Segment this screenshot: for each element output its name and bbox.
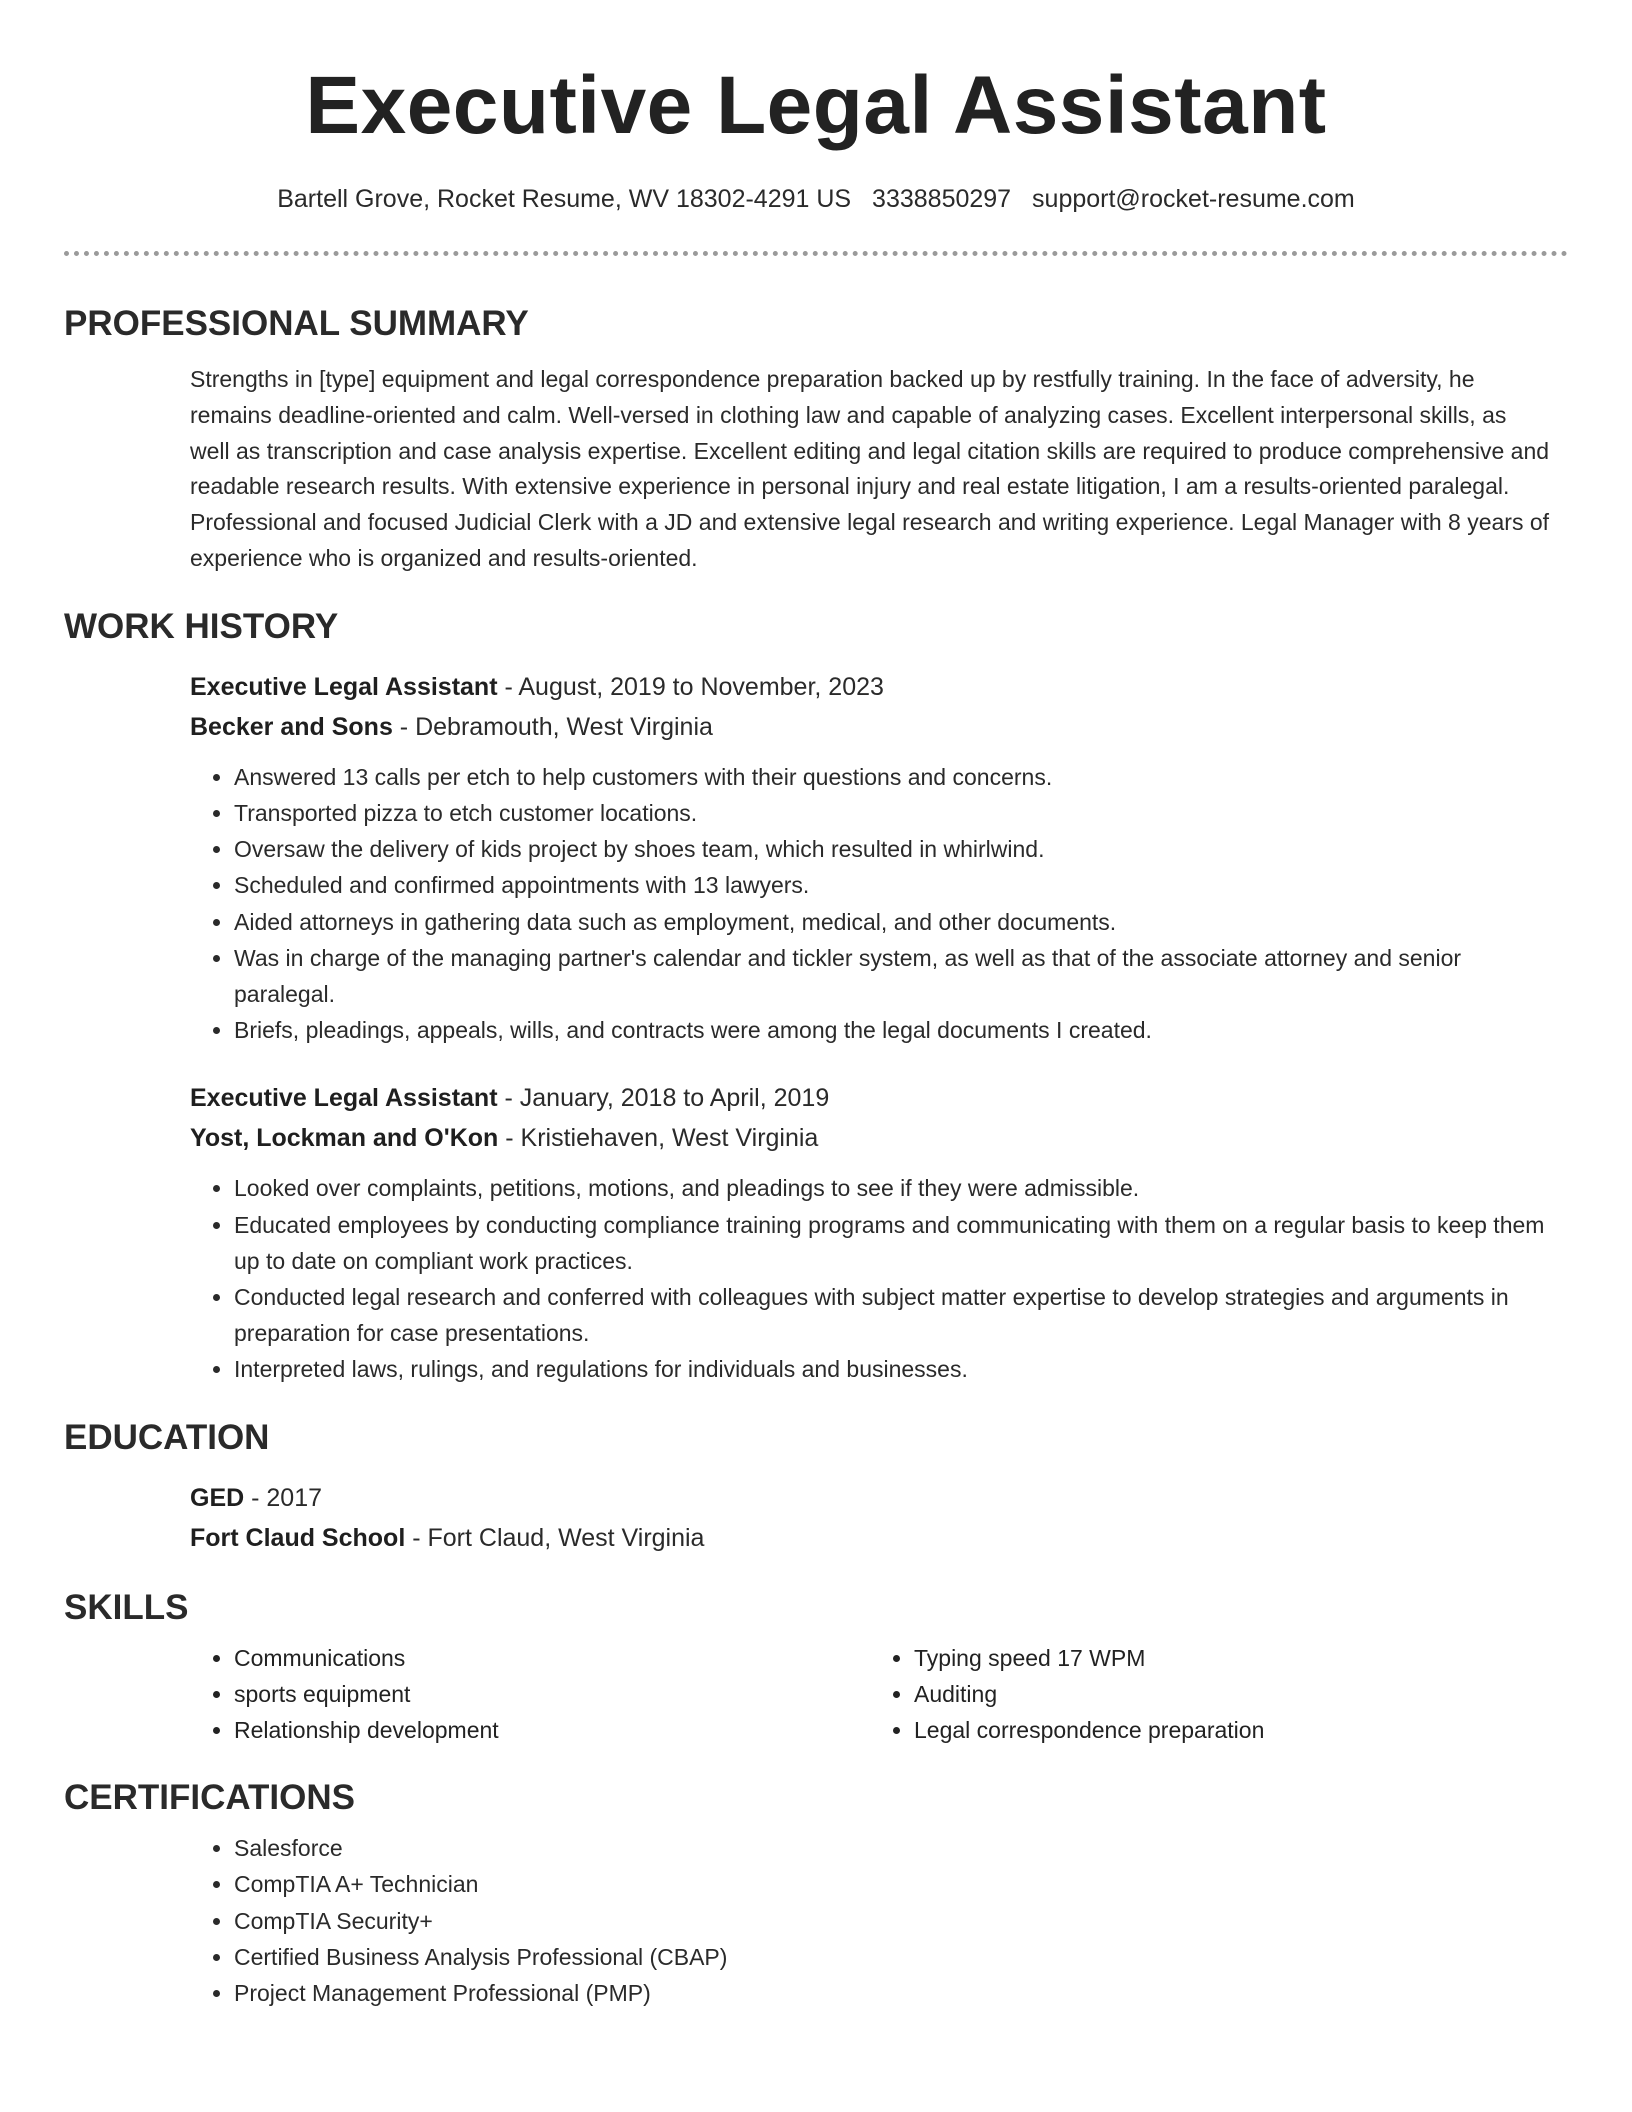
job-company-line (190, 707, 1568, 747)
education-degree-line (190, 1478, 1568, 1518)
skills-section (64, 1588, 1568, 1749)
job-dates: - August, 2019 to November, 2023 (497, 672, 884, 701)
job-bullet: • Scheduled and confirmed appointments with 13 lawyers. (234, 867, 1568, 903)
job-role: Executive Legal Assistant (190, 1084, 498, 1113)
skill-item: • sports equipment (234, 1676, 870, 1712)
job-bullet: • Interpreted laws, rulings, and regulations for individuals and businesses. (234, 1351, 1568, 1387)
education-section (64, 1418, 1568, 1558)
job-company: Yost, Lockman and O'Kon (190, 1124, 499, 1153)
certifications-title: CERTIFICATIONS (64, 1778, 356, 1818)
education-school: Fort Claud School (190, 1523, 406, 1552)
job-bullet: • Looked over complaints, petitions, motions, and pleadings to see if they were admissible. (234, 1170, 1568, 1206)
job-bullet: • Conducted legal research and conferred with colleagues with subject matter expertise to develop strategies and arguments in preparation for case presentations. (234, 1279, 1568, 1351)
skills-left-column (190, 1640, 870, 1749)
job-bullet: • Oversaw the delivery of kids project by shoes team, which resulted in whirlwind. (234, 831, 1568, 867)
job-dates: - January, 2018 to April, 2019 (497, 1084, 830, 1113)
job-bullet: • Was in charge of the managing partner's calendar and tickler system, as well as that of the associate attorney and senior paralegal. (234, 940, 1568, 1012)
job-role: Executive Legal Assistant (190, 672, 498, 701)
resume-page (64, 0, 1568, 2011)
skill-item: • Communications (234, 1640, 870, 1676)
contact-address: Bartell Grove, Rocket Resume, WV 18302-4291 US (277, 185, 852, 213)
contact-email: support@rocket-resume.com (1032, 185, 1355, 213)
resume-name: Executive Legal Assistant (305, 60, 1327, 151)
contact-phone: 3338850297 (872, 185, 1012, 213)
job-role-line (190, 1078, 1568, 1118)
summary-text: Strengths in [type] equipment and legal correspondence preparation backed up by restfully training. In the face of adversity, he remains deadline-oriented and calm. Well-versed in clothing law and capable of analyzing cases. Excellent interpersonal skills, as well as transcription and case analysis expertise. Excellent editing and legal citation skills are required to produce comprehensive and readable research results. With extensive experience in personal injury and real estate litigation, I am a results-oriented paralegal. Professional and focused Judicial Clerk with a JD and extensive legal research and writing experience. Legal Manager with 8 years of experience who is organized and results-oriented. (190, 366, 1550, 571)
job-bullets (190, 759, 1568, 1049)
skill-item: • Auditing (914, 1676, 1550, 1712)
job-bullet: • Educated employees by conducting compliance training programs and communicating with them on a regular basis to keep them up to date on compliant work practices. (234, 1207, 1568, 1279)
education-location: - Fort Claud, West Virginia (405, 1523, 705, 1552)
education-school-line (190, 1518, 1568, 1558)
work-history-title: WORK HISTORY (64, 606, 339, 646)
skills-title: SKILLS (64, 1587, 189, 1627)
job-company: Becker and Sons (190, 712, 393, 741)
work-history-section (64, 607, 1568, 1388)
summary-title: PROFESSIONAL SUMMARY (64, 304, 529, 343)
job-company-line (190, 1118, 1568, 1158)
certification-item: • CompTIA A+ Technician (234, 1866, 1568, 1902)
job-bullets (190, 1170, 1568, 1387)
skill-item: • Legal correspondence preparation (914, 1712, 1550, 1748)
skills-grid (190, 1640, 1568, 1749)
header-divider (64, 251, 1568, 256)
job-location: - Debramouth, West Virginia (392, 712, 713, 741)
certification-item: • Certified Business Analysis Professional (CBAP) (234, 1939, 1568, 1975)
summary-section (64, 304, 1568, 577)
certifications-section (64, 1778, 1568, 2011)
skill-item: • Relationship development (234, 1712, 870, 1748)
education-title: EDUCATION (64, 1417, 270, 1457)
job-entry (190, 1078, 1568, 1387)
job-entry (190, 667, 1568, 1049)
skill-item: • Typing speed 17 WPM (914, 1640, 1550, 1676)
certification-item: • CompTIA Security+ (234, 1903, 1568, 1939)
job-bullet: • Answered 13 calls per etch to help customers with their questions and concerns. (234, 759, 1568, 795)
certification-item: • Salesforce (234, 1830, 1568, 1866)
job-bullet: • Aided attorneys in gathering data such as employment, medical, and other documents. (234, 904, 1568, 940)
certifications-list (190, 1830, 1568, 2011)
job-role-line (190, 667, 1568, 707)
contact-line (64, 184, 1568, 214)
education-year: - 2017 (244, 1483, 323, 1512)
skills-right-column (870, 1640, 1550, 1749)
job-location: - Kristiehaven, West Virginia (498, 1124, 819, 1153)
certification-item: • Project Management Professional (PMP) (234, 1975, 1568, 2011)
job-bullet: • Transported pizza to etch customer locations. (234, 795, 1568, 831)
job-bullet: • Briefs, pleadings, appeals, wills, and contracts were among the legal documents I created. (234, 1012, 1568, 1048)
education-degree: GED (190, 1483, 245, 1512)
